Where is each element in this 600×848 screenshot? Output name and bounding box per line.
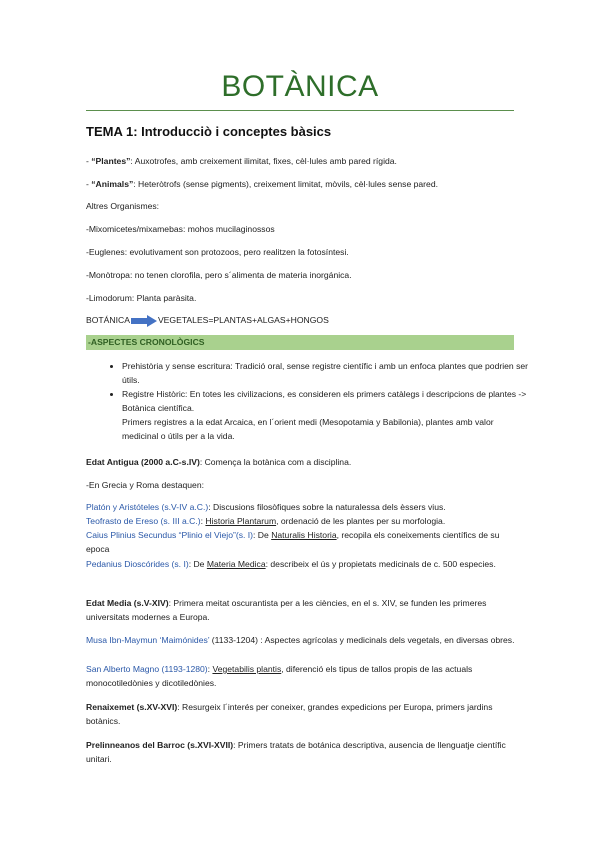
section-title: -ASPECTES CRONOLÒGICS [88, 337, 205, 347]
plantes-label: “Plantes” [91, 156, 131, 166]
bullet-item [122, 387, 532, 443]
edat-antigua-label: Edat Antigua (2000 a.C-s.IV) [86, 457, 200, 467]
edat-antigua [86, 455, 516, 469]
person-name: Platón y Aristóteles (s.V-IV a.C.) [86, 502, 209, 512]
person-pre: : De [253, 530, 272, 540]
person-pre: : [200, 516, 206, 526]
person-line [86, 528, 516, 556]
work-title: Naturalis Historia [271, 530, 337, 540]
renaixement-label: Renaixemet (s.XV-XVI) [86, 702, 178, 712]
work-title: Historia Plantarum [205, 516, 277, 526]
person-text: : describeix el ús y propietats medicinals de c. 500 especies. [265, 559, 496, 569]
person-line [86, 557, 516, 571]
person-line [86, 500, 516, 514]
title-underline [86, 110, 514, 111]
person-name: Pedanius Dioscórides (s. I) [86, 559, 189, 569]
person-text: : Discusions filosòfiques sobre la naturalessa dels èssers vius. [208, 502, 446, 512]
work-title: Vegetabilis plantis [212, 664, 282, 674]
right-arrow-icon [131, 315, 157, 327]
work-title: Materia Medica [206, 559, 266, 569]
person-line [86, 662, 516, 690]
person-name: Teofrasto de Ereso (s. III a.C.) [86, 516, 201, 526]
person-name: Caius Plinius Secundus “Plinio el Viejo”(s. I) [86, 530, 254, 540]
plantes-line: - “Plantes”: Auxotrofes, amb creixement ilimitat, fixes, cèl·lules amb pared rígida. [86, 156, 397, 166]
mixo-line: -Mixomicetes/mixamebas: mohos mucilaginossos [86, 224, 275, 234]
bullet-text: Registre Històric: En totes les civilizacions, es consideren els primers catàlegs i descripcions de plantes -> Botànica científica. [122, 389, 527, 413]
botanica-equation [86, 313, 516, 327]
animals-line: - “Animals”: Heteròtrofs (sense pigments), creixement limitat, mòvils, cèl·lules sense pared. [86, 179, 438, 189]
edat-media-label: Edat Media (s.V-XIV) [86, 598, 169, 608]
person-pre: : [207, 664, 213, 674]
section-header [86, 335, 514, 350]
person-line [86, 633, 516, 647]
edat-media [86, 596, 516, 624]
euglenes-line: -Euglenes: evolutivament son protozoos, pero realitzen la fotosíntesi. [86, 247, 349, 257]
document-title: BOTÀNICA [221, 70, 379, 103]
edat-antigua-text: : Comença la botànica com a disciplina. [199, 457, 352, 467]
plantes-text: : Auxotrofes, amb creixement ilimitat, fixes, cèl·lules amb pared rígida. [130, 156, 397, 166]
person-text: , recopila els coneixements científics de su epoca [86, 530, 500, 554]
topic-heading: TEMA 1: Introducciò i conceptes bàsics [86, 124, 332, 139]
limodorum-line: -Limodorum: Planta paràsita. [86, 293, 197, 303]
person-line [86, 514, 516, 528]
animals-label: “Animals” [91, 179, 134, 189]
person-text: (1133-1204) : Aspectes agrícolas y medicinals dels vegetals, en diversas obres. [209, 635, 515, 645]
barroc-label: Prelinneanos del Barroc (s.XVI-XVII) [86, 740, 234, 750]
renaixement-text: : Resurgeix l´interés per coneixer, grandes expedicions per Europa, primers jardins botànics. [86, 702, 493, 726]
person-name: Musa Ibn-Maymun ‘Maimónides’ [86, 635, 210, 645]
botanica-right: VEGETALES=PLANTAS+ALGAS+HONGOS [157, 315, 329, 325]
person-pre: : De [188, 559, 207, 569]
bullet-extra-text: Primers registres a la edat Arcaica, en l´orient medi (Mesopotamia y Babilonia), plantes amb valor medicinal o útils per a la vida. [122, 417, 494, 441]
altres-line: Altres Organismes: [86, 201, 160, 211]
bullet-item [122, 359, 532, 387]
animals-text: : Heteròtrofs (sense pigments), creixement limitat, mòvils, cèl·lules sense pared. [133, 179, 438, 189]
person-text: , ordenació de les plantes per su morfologia. [276, 516, 446, 526]
barroc-text: : Primers tratats de botánica descriptiva, ausencia de llenguatje científic unitari. [86, 740, 506, 764]
grecia-line: -En Grecia y Roma destaquen: [86, 480, 204, 490]
monotropa-line: -Monòtropa: no tenen clorofila, pero s´alimenta de materia inorgánica. [86, 270, 352, 280]
renaixement [86, 700, 516, 728]
bullet-text: Prehistòria y sense escritura: Tradició oral, sense registre científic i amb un enfoca plantes que podrien ser útils. [122, 361, 529, 385]
bullet-list [104, 359, 532, 443]
edat-media-text: : Primera meitat oscurantista per a les ciències, en el s. XIV, se funden les primeres universitats modernes a Europa. [86, 598, 487, 622]
person-text: , diferenció els tipus de tallos propis de las actuals monocotiledònies y dicotiledònies. [86, 664, 473, 688]
botanica-left: BOTÁNICA [86, 315, 130, 325]
person-name: San Alberto Magno (1193-1280) [86, 664, 208, 674]
barroc [86, 738, 516, 766]
